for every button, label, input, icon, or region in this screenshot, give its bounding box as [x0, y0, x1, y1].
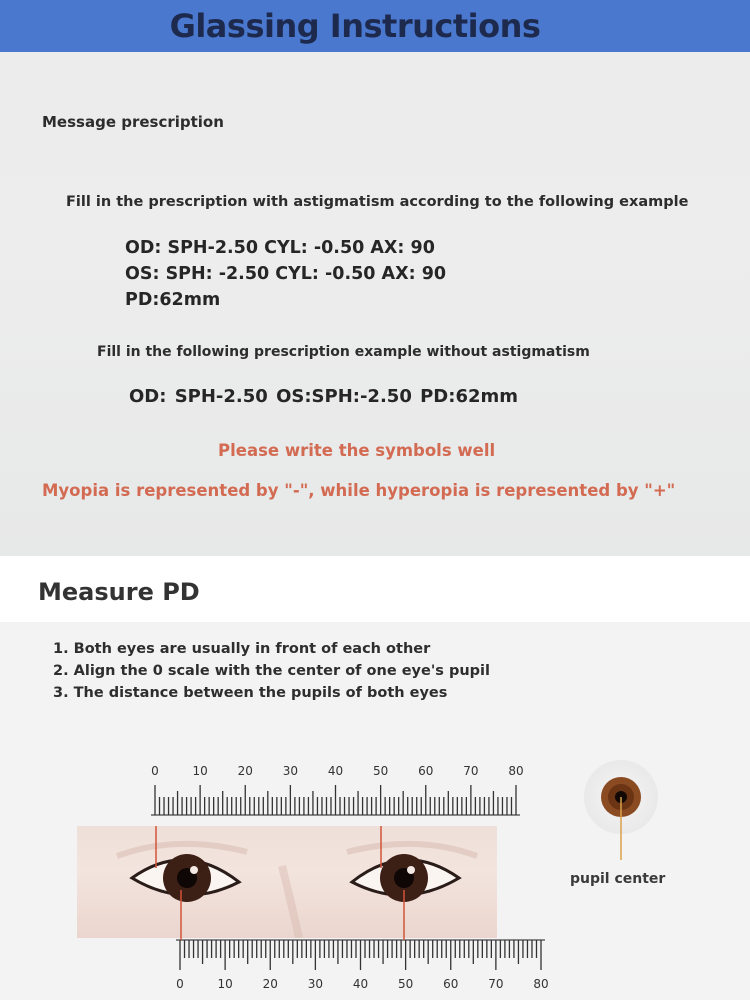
top-ruler-label: 50 [372, 764, 389, 778]
bottom-ruler-label: 80 [533, 977, 549, 991]
pd-step-2: 2. Align the 0 scale with the center of one eye's pupil [53, 663, 490, 679]
top-ruler-label: 80 [508, 764, 524, 778]
astigmatism-example-od: OD: SPH-2.50 CYL: -0.50 AX: 90 [125, 238, 435, 258]
bottom-ruler-label: 70 [488, 977, 504, 991]
measure-pd-title: Measure PD [38, 578, 200, 606]
pupil-center-callout [584, 760, 658, 834]
top-ruler-label: 60 [418, 764, 434, 778]
bottom-ruler-label: 0 [176, 977, 184, 991]
astigmatism-example-os: OS: SPH: -2.50 CYL: -0.50 AX: 90 [125, 264, 447, 284]
top-ruler [151, 764, 524, 815]
bottom-ruler [176, 940, 549, 991]
message-prescription-label: Message prescription [42, 113, 224, 131]
symbols-warning: Please write the symbols well [218, 441, 496, 460]
pd-step-1: 1. Both eyes are usually in front of each other [53, 641, 431, 657]
astigmatism-heading: Fill in the prescription with astigmatism according to the following example [66, 194, 689, 210]
top-ruler-label: 20 [237, 764, 253, 778]
no-astigmatism-example: OD: SPH-2.50 OS:SPH:-2.50 PD:62mm [129, 386, 519, 407]
myopia-hyperopia-note: Myopia is represented by "-", while hyperopia is represented by "+" [42, 481, 676, 500]
page-title: Glassing Instructions [169, 7, 541, 45]
bottom-ruler-label: 10 [217, 977, 233, 991]
pupil-center-label: pupil center [570, 871, 666, 887]
prescription-section [0, 52, 750, 556]
astigmatism-example-pd: PD:62mm [125, 290, 221, 310]
bottom-ruler-label: 30 [307, 977, 324, 991]
header-banner [0, 0, 750, 52]
bottom-ruler-label: 50 [397, 977, 414, 991]
no-astigmatism-heading: Fill in the following prescription example without astigmatism [97, 344, 590, 360]
bottom-ruler-label: 20 [262, 977, 278, 991]
top-ruler-label: 0 [151, 764, 159, 778]
pd-step-3: 3. The distance between the pupils of both eyes [53, 685, 448, 701]
top-ruler-label: 70 [463, 764, 479, 778]
bottom-ruler-label: 40 [352, 977, 369, 991]
top-ruler-label: 10 [192, 764, 208, 778]
top-ruler-label: 30 [282, 764, 299, 778]
bottom-ruler-label: 60 [443, 977, 459, 991]
top-ruler-label: 40 [327, 764, 344, 778]
